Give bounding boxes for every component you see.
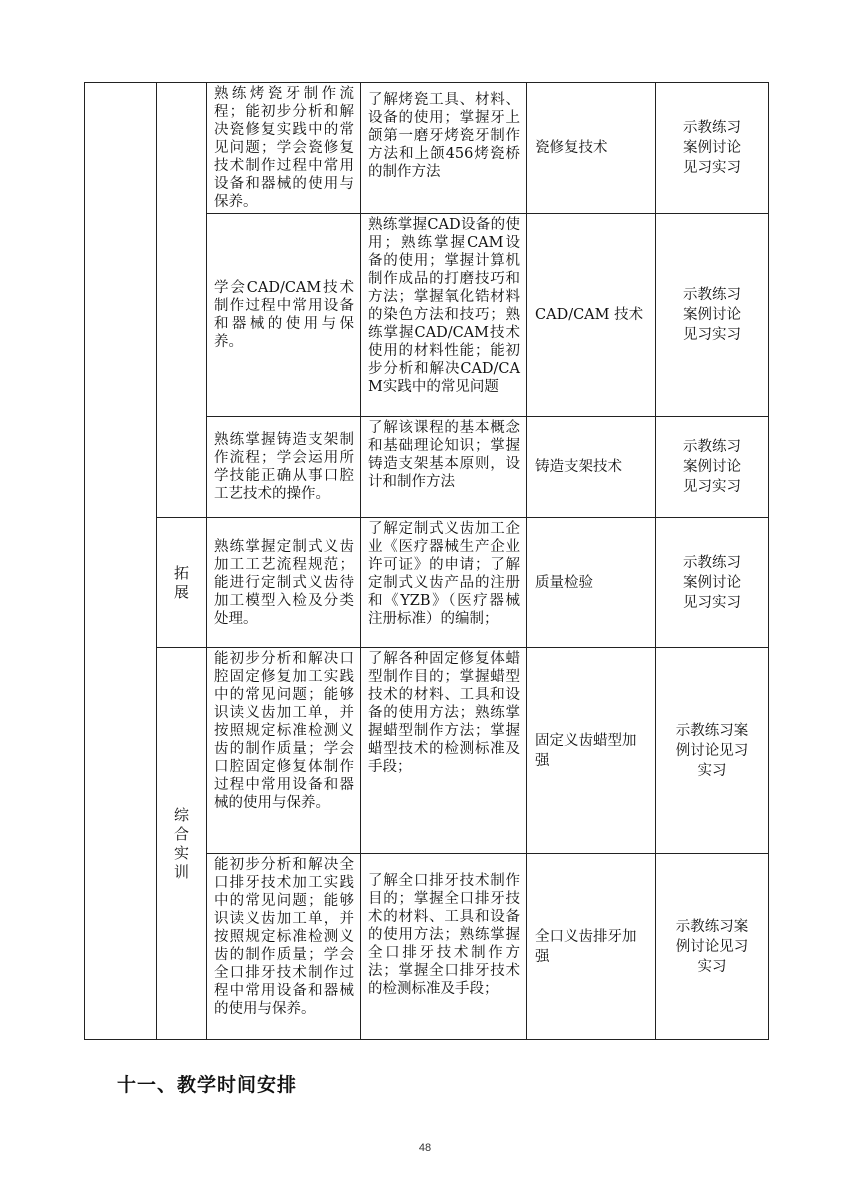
skill-cell [527, 854, 656, 1040]
skill-cell [527, 518, 656, 648]
method-cell [656, 518, 769, 648]
skill-text: 质量检验 [535, 574, 593, 591]
category-cell [85, 83, 157, 1040]
method-cell [656, 417, 769, 518]
skill-text: 固定义齿蜡型加强 [535, 732, 637, 769]
content-cell [361, 648, 527, 854]
goal-text: 能初步分析和解决全口排牙技术加工实践中的常见问题；能够识读义齿加工单，并按照规定标准检测义齿的制作质量；学会全口排牙技术制作过程中常用设备和器械的使用与保养。 [214, 857, 354, 1017]
method-cell [656, 214, 769, 417]
skill-text: 全口义齿排牙加强 [535, 928, 637, 965]
goal-cell [207, 518, 361, 648]
content-text: 了解定制式义齿加工企业《医疗器械生产企业许可证》的申请；了解定制式义齿产品的注册和《YZB》（医疗器械注册标准）的编制； [368, 521, 520, 627]
table-row [85, 648, 769, 854]
table-row [85, 83, 769, 214]
method-text: 示教练习案 例讨论见习 实习 [675, 918, 749, 975]
content-cell [361, 83, 527, 214]
section-heading: 十一、教学时间安排 [117, 1074, 298, 1096]
method-text: 示教练习案 例讨论见习 实习 [675, 722, 749, 779]
module-label: 拓展 [173, 563, 189, 601]
skill-text: CAD/CAM 技术 [535, 307, 644, 323]
page-number: 48 [418, 1142, 432, 1154]
goal-text: 能初步分析和解决口腔固定修复加工实践中的常见问题；能够识读义齿加工单，并按照规定标准检测义齿的制作质量；学会口腔固定修复体制作过程中常用设备和器械的使用与保养。 [214, 651, 354, 811]
goal-cell [207, 214, 361, 417]
content-cell [361, 214, 527, 417]
skill-text: 瓷修复技术 [535, 140, 608, 156]
skill-cell [527, 83, 656, 214]
skill-text: 铸造支架技术 [535, 459, 622, 475]
table-row [85, 518, 769, 648]
skill-cell [527, 214, 656, 417]
goal-text: 熟练烤瓷牙制作流程；能初步分析和解决瓷修复实践中的常见问题；学会瓷修复技术制作过程中常用设备和器械的使用与保养。 [214, 86, 354, 210]
skill-cell [527, 417, 656, 518]
content-text: 了解全口排牙技术制作目的；掌握全口排牙技术的材料、工具和设备的使用方法；熟练掌握全口排牙技术制作方法；掌握全口排牙技术的检测标准及手段； [368, 873, 520, 997]
content-cell [361, 518, 527, 648]
method-text: 示教练习 案例讨论 见习实习 [683, 554, 741, 611]
content-text: 了解各种固定修复体蜡型制作目的；掌握蜡型技术的材料、工具和设备的使用方法；熟练掌握蜡型制作方法；掌握蜡型技术的检测标准及手段； [368, 651, 520, 775]
content-cell [361, 854, 527, 1040]
goal-text: 熟练掌握定制式义齿加工工艺流程规范；能进行定制式义齿待加工模型入检及分类处理。 [214, 538, 354, 627]
goal-text: 熟练掌握铸造支架制作流程；学会运用所学技能正确从事口腔工艺技术的操作。 [214, 432, 354, 502]
goal-cell [207, 83, 361, 214]
module-cell [157, 518, 207, 648]
method-text: 示教练习 案例讨论 见习实习 [683, 120, 741, 176]
method-cell [656, 83, 769, 214]
content-cell [361, 417, 527, 518]
module-cell [157, 83, 207, 518]
module-label: 综合实训 [173, 805, 189, 881]
method-cell [656, 854, 769, 1040]
method-cell [656, 648, 769, 854]
content-text: 了解烤瓷工具、材料、设备的使用；掌握牙上颌第一磨牙烤瓷牙制作方法和上颌456烤瓷桥的制作方法 [368, 92, 520, 180]
curriculum-table [84, 82, 769, 1040]
method-text: 示教练习 案例讨论 见习实习 [683, 439, 741, 495]
goal-cell [207, 648, 361, 854]
module-cell [157, 648, 207, 1040]
skill-cell [527, 648, 656, 854]
method-text: 示教练习 案例讨论 见习实习 [683, 287, 741, 343]
goal-cell [207, 417, 361, 518]
content-text: 熟练掌握CAD设备的使用；熟练掌握CAM设备的使用；掌握计算机制作成品的打磨技巧和方法；掌握氧化锆材料的染色方法和技巧；熟练掌握CAD/CAM技术使用的材料性能；能初步分析和解决CAD/CAM实践中的常见问题 [368, 217, 520, 395]
goal-text: 学会CAD/CAM技术制作过程中常用设备和器械的使用与保养。 [214, 280, 354, 350]
content-text: 了解该课程的基本概念和基础理论知识；掌握铸造支架基本原则，设计和制作方法 [368, 420, 520, 490]
goal-cell [207, 854, 361, 1040]
